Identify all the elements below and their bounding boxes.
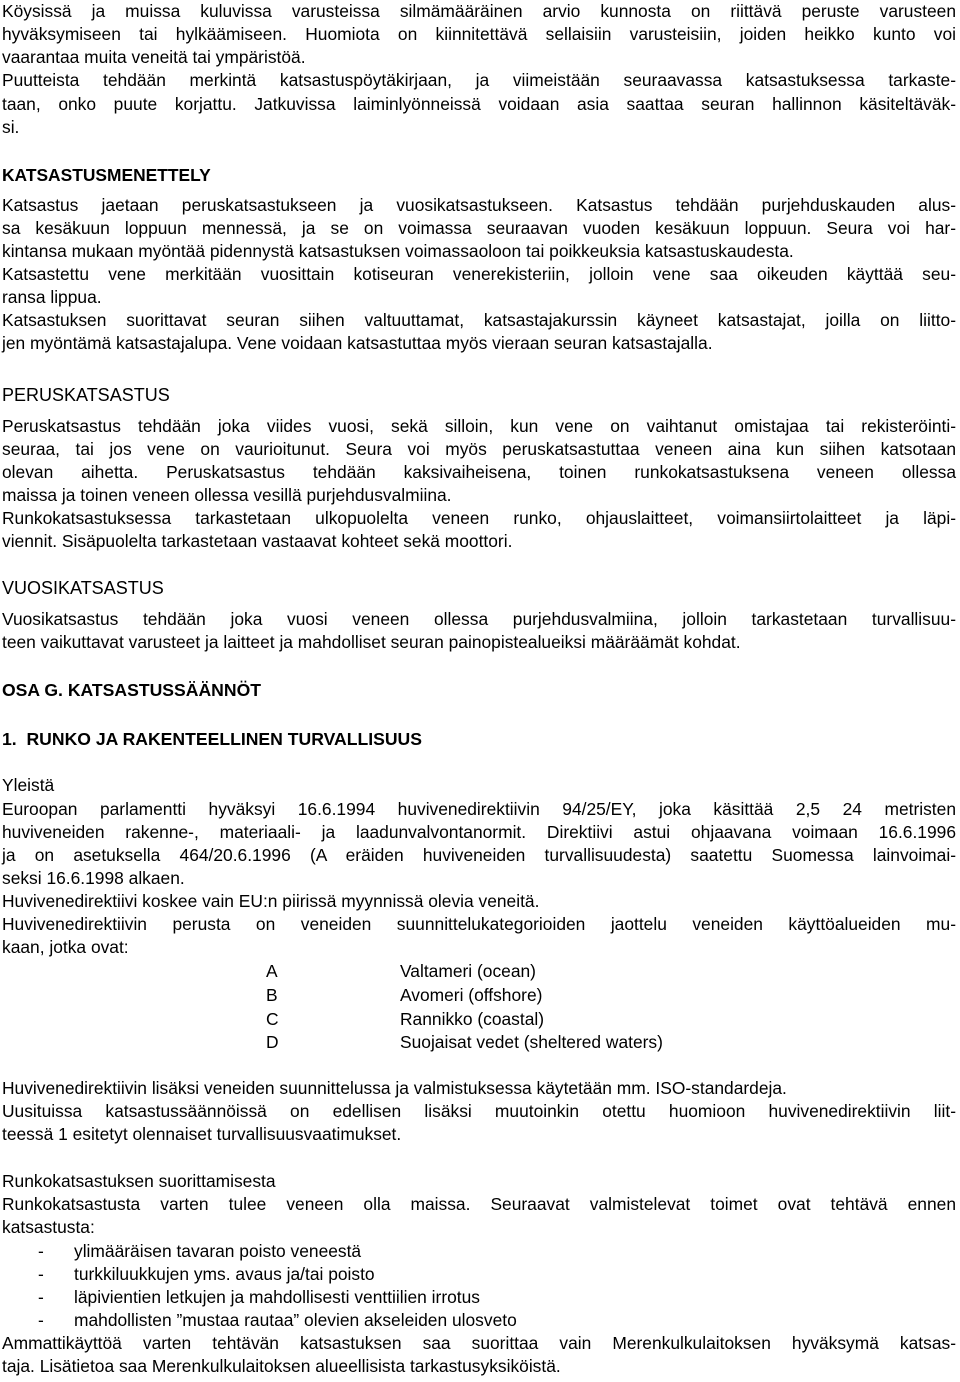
list-dash: -: [38, 1287, 44, 1307]
text-line: Huvivenedirektiivi koskee vain EU:n piirissä myynnissä olevia veneitä.: [2, 891, 540, 911]
text-line: kintansa mukaan myöntää pidennystä katsastuksen voimassaoloon tai poikkeuksia katsastuskaudesta.: [2, 241, 794, 261]
category-name: Valtameri (ocean): [400, 961, 536, 981]
text-line: ja on asetuksella 464/20.6.1996 (A eräiden huviveneiden turvallisuudesta) saatettu Suomessa lainvoimai-: [2, 845, 956, 865]
chapter-heading: 1. RUNKO JA RAKENTEELLINEN TURVALLISUUS: [2, 729, 422, 749]
text-line: taan, onko puute korjattu. Jatkuvissa laiminlyönneissä voidaan asia saattaa seuran hallinnon käsiteltäväk-: [2, 94, 956, 114]
text-line: Euroopan parlamentti hyväksyi 16.6.1994 huvivenedirektiivin 94/25/EY, joka käsittää 2,5 24 metristen: [2, 799, 956, 819]
text-line: Huvivenedirektiivin perusta on veneiden suunnittelukategorioiden jaottelu veneiden käyttöalueiden mu-: [2, 914, 956, 934]
category-name: Avomeri (offshore): [400, 985, 543, 1005]
list-dash: -: [38, 1310, 44, 1330]
text-line: Puutteista tehdään merkintä katsastuspöytäkirjaan, ja viimeistään seuraavassa katsastuksessa tarkaste-: [2, 70, 956, 90]
text-line: Uusituissa katsastussäännöissä on edellisen lisäksi muutoinkin otettu huomioon huvivenedirektiivin liit-: [2, 1101, 956, 1121]
text-line: Runkokatsastuksessa tarkastetaan ulkopuolelta veneen runko, ohjauslaitteet, voimansiirtolaitteet ja läpi-: [2, 508, 956, 528]
text-line: Peruskatsastus tehdään joka viides vuosi, sekä silloin, kun vene on vaihtanut omistajaa tai rekisteröinti-: [2, 416, 956, 436]
text-line: si.: [2, 117, 20, 137]
text-line: Runkokatsastusta varten tulee veneen olla maissa. Seuraavat valmistelevat toimet ovat tehtävä ennen: [2, 1194, 956, 1214]
list-item-text: mahdollisten ”mustaa rautaa” olevien akseleiden ulosveto: [74, 1310, 517, 1330]
text-line: viennit. Sisäpuolelta tarkastetaan vastaavat kohteet sekä moottori.: [2, 531, 513, 551]
list-item-text: turkkiluukkujen yms. avaus ja/tai poisto: [74, 1264, 375, 1284]
list-item-text: läpivientien letkujen ja mahdollisesti venttiilien irrotus: [74, 1287, 480, 1307]
text-line: Katsastus jaetaan peruskatsastukseen ja vuosikatsastukseen. Katsastus tehdään purjehduskauden alus-: [2, 195, 956, 215]
category-code: D: [266, 1032, 279, 1052]
section-heading: VUOSIKATSASTUS: [2, 578, 164, 598]
list-item-text: ylimääräisen tavaran poisto veneestä: [74, 1241, 362, 1261]
section-heading: KATSASTUSMENETTELY: [2, 165, 211, 185]
subheading: Yleistä: [2, 775, 55, 795]
text-line: vaarantaa muita veneitä tai ympäristöä.: [2, 47, 306, 67]
text-line: olevan aihetta. Peruskatsastus tehdään kaksivaiheisena, toinen runkokatsastuksena veneen ollessa: [2, 462, 956, 482]
text-line: taja. Lisätietoa saa Merenkulkulaitoksen alueellisista tarkastusyksiköistä.: [2, 1356, 561, 1376]
text-line: Köysissä ja muissa kuluvissa varusteissa silmämääräinen arvio kunnosta on riittävä peruste varusteen: [2, 1, 956, 21]
text-line: sa kesäkuun loppuun mennessä, ja se on voimassa seuraavan vuoden kesäkuun loppuun. Seura voi har-: [2, 218, 956, 238]
text-line: Katsastettu vene merkitään vuosittain kotiseuran venerekisteriin, jolloin vene saa oikeuden käyttää seu-: [2, 264, 956, 284]
text-line: hyväksymiseen tai hylkäämiseen. Huomiota on kiinnitettävä sellaisiin varusteisiin, joiden heikko kunto voi: [2, 24, 956, 44]
category-name: Rannikko (coastal): [400, 1009, 545, 1029]
list-dash: -: [38, 1264, 44, 1284]
text-line: teen vaikuttavat varusteet ja laitteet ja mahdolliset seuran painopistealueiksi määräämät kohdat.: [2, 632, 741, 652]
text-line: Huvivenedirektiivin lisäksi veneiden suunnittelussa ja valmistuksessa käytetään mm. ISO-standardeja.: [2, 1078, 787, 1098]
section-heading: PERUSKATSASTUS: [2, 385, 170, 405]
text-line: Katsastuksen suorittavat seuran siihen valtuuttamat, katsastajakurssin käyneet katsastajat, joilla on liitto-: [2, 310, 956, 330]
category-code: B: [266, 985, 278, 1005]
text-line: teessä 1 esitetyt olennaiset turvallisuusvaatimukset.: [2, 1124, 402, 1144]
text-line: Vuosikatsastus tehdään joka vuosi veneen ollessa purjehdusvalmiina, jolloin tarkastetaan turvallisuu-: [2, 609, 956, 629]
text-line: seksi 16.6.1998 alkaen.: [2, 868, 185, 888]
text-line: seuraa, tai jos vene on vaurioitunut. Seura voi myös peruskatsastuttaa veneen aina kun siihen katsotaan: [2, 439, 956, 459]
text-line: jen myöntämä katsastajalupa. Vene voidaan katsastuttaa myös vieraan seuran katsastajalla.: [2, 333, 713, 353]
subheading: Runkokatsastuksen suorittamisesta: [2, 1171, 276, 1191]
text-line: huviveneiden rakenne-, materiaali- ja laadunvalvontanormit. Direktiivi astui ohjaavana voimaan 16.6.1996: [2, 822, 956, 842]
list-dash: -: [38, 1241, 44, 1261]
category-code: A: [266, 961, 278, 981]
part-heading: OSA G. KATSASTUSSÄÄNNÖT: [2, 680, 262, 700]
text-line: katsastusta:: [2, 1217, 95, 1237]
text-line: Ammattikäyttöä varten tehtävän katsastuksen saa suorittaa vain Merenkulkulaitoksen hyväksymä katsas-: [2, 1333, 956, 1353]
category-code: C: [266, 1009, 279, 1029]
text-line: maissa ja toinen veneen ollessa vesillä purjehdusvalmiina.: [2, 485, 452, 505]
text-line: kaan, jotka ovat:: [2, 937, 129, 957]
text-line: ransa lippua.: [2, 287, 102, 307]
category-name: Suojaisat vedet (sheltered waters): [400, 1032, 663, 1052]
